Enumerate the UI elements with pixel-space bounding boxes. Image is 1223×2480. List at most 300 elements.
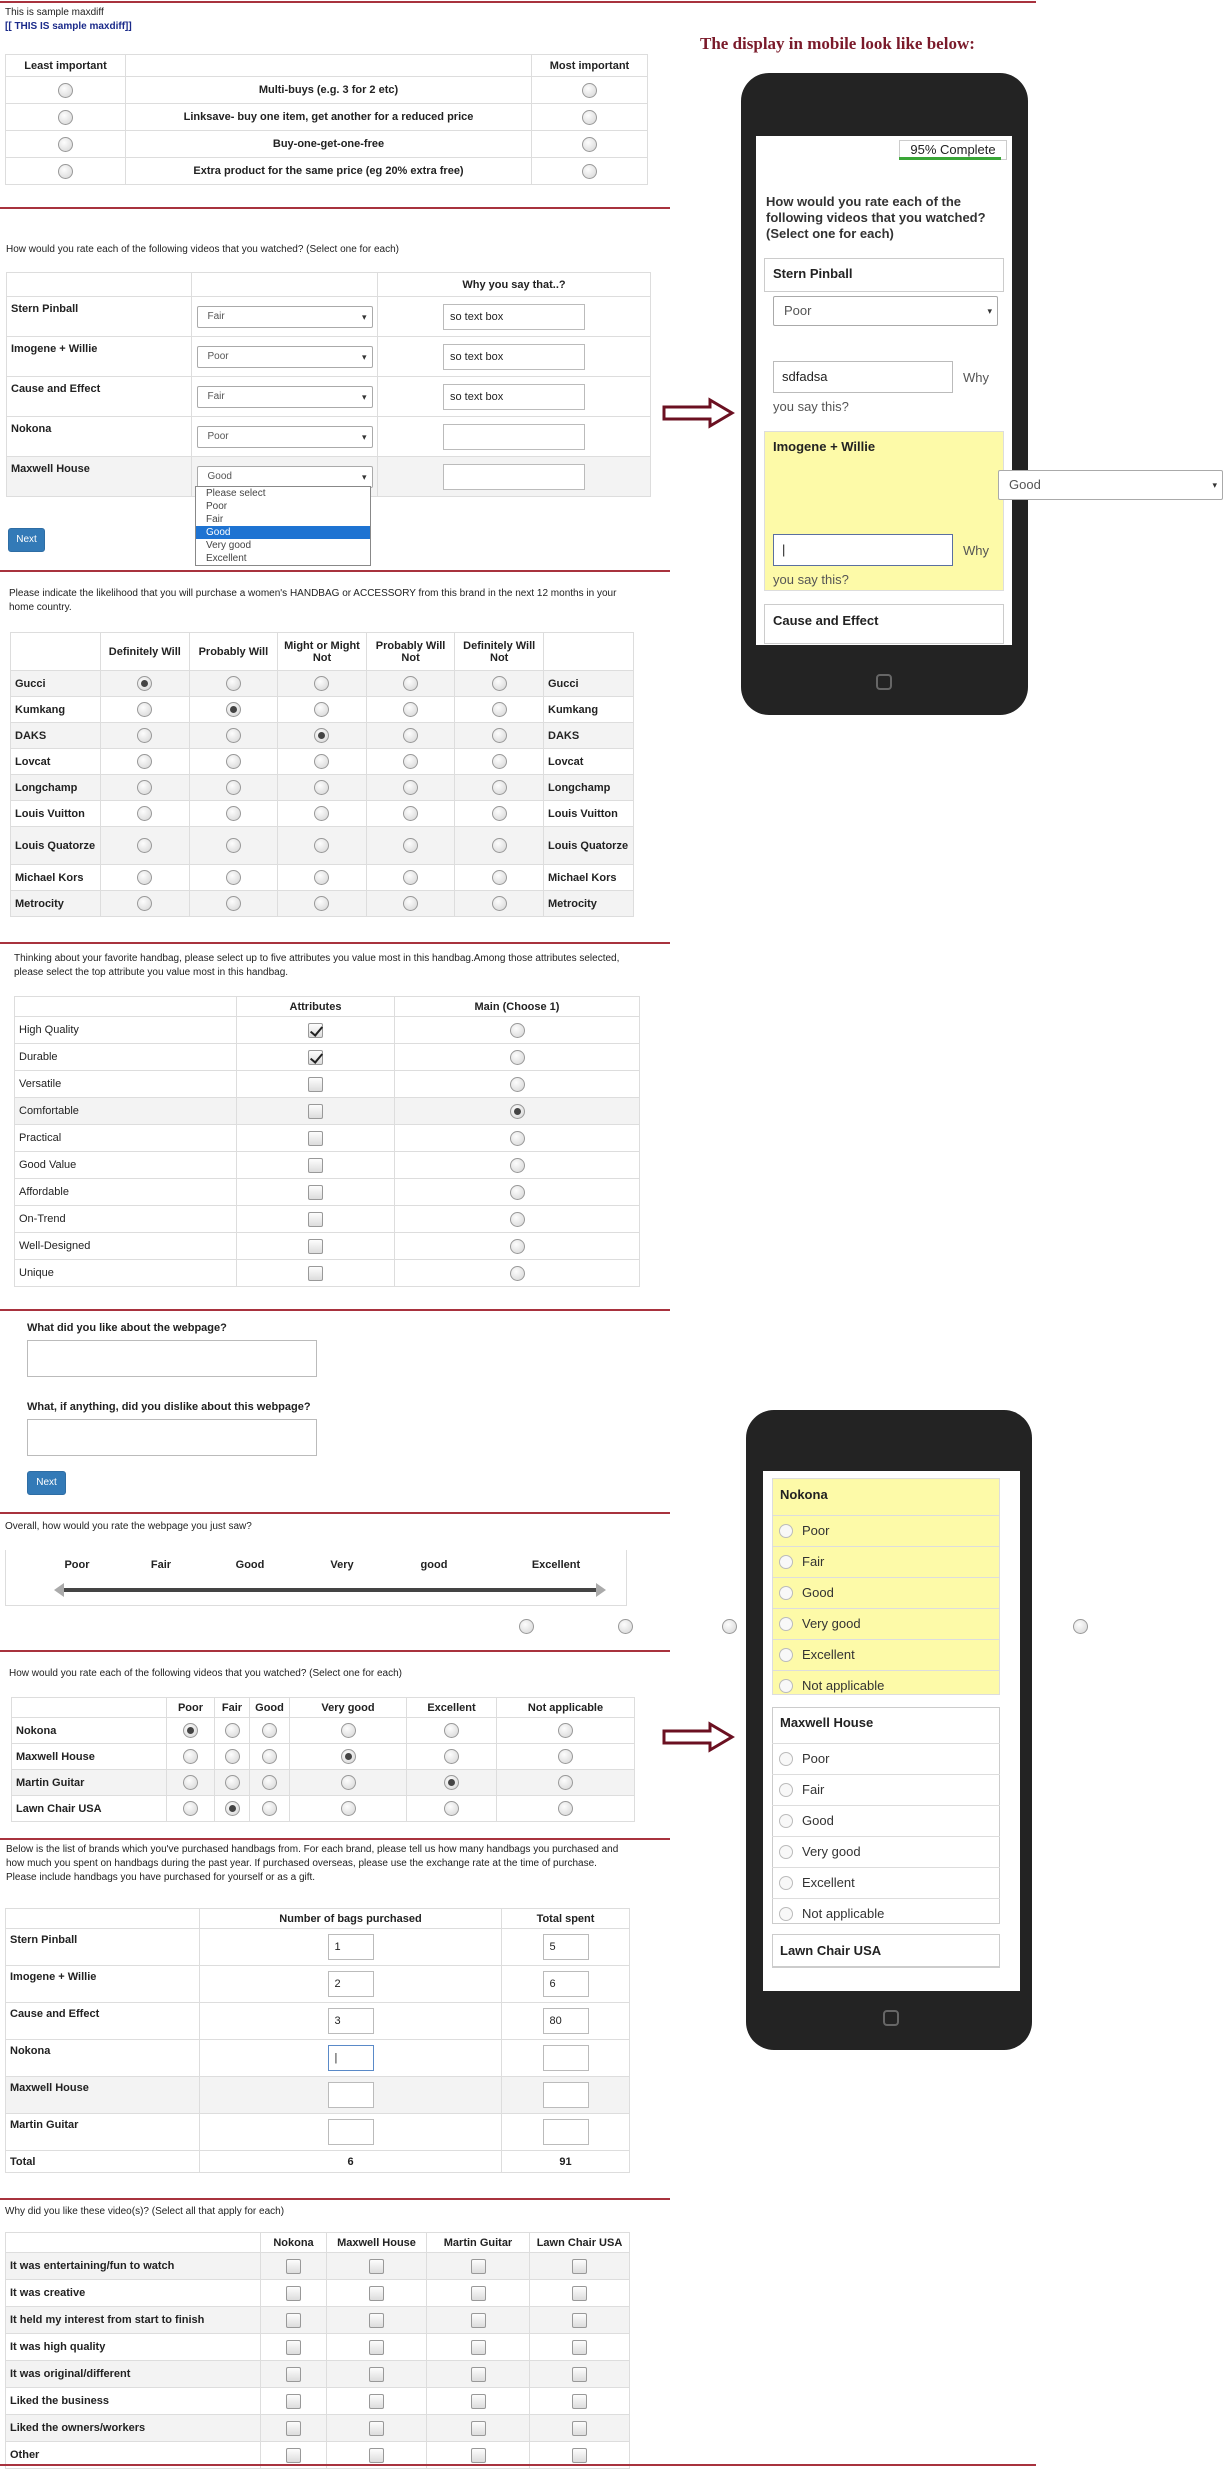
grid-radio[interactable]: [558, 1801, 573, 1816]
main-radio[interactable]: [510, 1212, 525, 1227]
likelihood-radio[interactable]: [137, 754, 152, 769]
likelihood-radio[interactable]: [403, 702, 418, 717]
main-radio[interactable]: [510, 1131, 525, 1146]
table-row: [15, 1152, 640, 1179]
reason-checkbox[interactable]: [286, 2259, 301, 2274]
arrow-right-icon: [662, 398, 734, 428]
maxdiff-item: Extra product for the same price (eg 20% extra free): [126, 158, 532, 185]
attribute-checkbox[interactable]: [308, 1131, 323, 1146]
likelihood-radio[interactable]: [492, 780, 507, 795]
table-row: [6, 2253, 630, 2280]
reason-checkbox[interactable]: [369, 2313, 384, 2328]
likelihood-radio[interactable]: [314, 838, 329, 853]
grid-radio[interactable]: [225, 1723, 240, 1738]
row-label: Louis Quatorze: [11, 827, 101, 865]
mobile-select[interactable]: Poor ▾: [773, 296, 998, 326]
row-label: Maxwell House: [6, 2077, 200, 2114]
likelihood-radio[interactable]: [314, 870, 329, 885]
least-radio[interactable]: [58, 110, 73, 125]
least-radio[interactable]: [58, 83, 73, 98]
reason-checkbox[interactable]: [572, 2448, 587, 2463]
attribute-checkbox[interactable]: [308, 1266, 323, 1281]
total-spent-input[interactable]: 80: [543, 2008, 589, 2034]
maxdiff-row: [6, 131, 648, 158]
reason-checkbox[interactable]: [572, 2286, 587, 2301]
arrow-left-icon: [54, 1583, 64, 1597]
likelihood-radio[interactable]: [403, 838, 418, 853]
attribute-checkbox[interactable]: [308, 1158, 323, 1173]
row-label-right: Longchamp: [544, 775, 634, 801]
attribute-checkbox[interactable]: [308, 1185, 323, 1200]
home-button-icon[interactable]: [883, 2010, 899, 2026]
main-header: Main (Choose 1): [395, 997, 640, 1017]
reason-checkbox[interactable]: [369, 2421, 384, 2436]
dropdown-option[interactable]: Very good: [206, 540, 252, 551]
reason-checkbox[interactable]: [286, 2313, 301, 2328]
row-label: It was original/different: [6, 2361, 261, 2388]
row-label: Practical: [15, 1125, 237, 1152]
most-radio[interactable]: [582, 137, 597, 152]
likelihood-radio[interactable]: [492, 676, 507, 691]
grid-radio[interactable]: [444, 1723, 459, 1738]
reason-checkbox[interactable]: [369, 2259, 384, 2274]
row-label: It was entertaining/fun to watch: [6, 2253, 261, 2280]
mobile-option[interactable]: Good: [772, 1577, 1000, 1607]
grid-radio[interactable]: [183, 1775, 198, 1790]
videos-question: How would you rate each of the following videos that you watched? (Select one for each): [6, 244, 400, 255]
row-label: It was high quality: [6, 2334, 261, 2361]
row-label: High Quality: [15, 1017, 237, 1044]
row-label: Maxwell House: [12, 1744, 167, 1770]
main-radio[interactable]: [510, 1185, 525, 1200]
attribute-checkbox[interactable]: [308, 1023, 323, 1038]
likelihood-radio[interactable]: [226, 676, 241, 691]
mobile-option[interactable]: Good: [772, 1805, 1000, 1835]
divider: [0, 1838, 670, 1840]
most-radio[interactable]: [582, 164, 597, 179]
table-row: [15, 1179, 640, 1206]
likelihood-radio[interactable]: [492, 896, 507, 911]
most-radio[interactable]: [582, 83, 597, 98]
divider: [0, 2198, 670, 2200]
progress-bar: [899, 157, 1001, 160]
attribute-checkbox[interactable]: [308, 1050, 323, 1065]
maxdiff-item: Multi-buys (e.g. 3 for 2 etc): [126, 77, 532, 104]
grid-radio[interactable]: [341, 1775, 356, 1790]
table-row: [11, 749, 634, 775]
grid-radio[interactable]: [262, 1723, 277, 1738]
dropdown-option[interactable]: Poor: [206, 501, 228, 512]
scale-question: Overall, how would you rate the webpage you just saw?: [5, 1521, 252, 1532]
mobile-option[interactable]: Excellent: [772, 1867, 1000, 1897]
table-row: [6, 2114, 630, 2151]
table-row: [15, 1233, 640, 1260]
dislike-textarea[interactable]: [27, 1419, 317, 1456]
row-label: Cause and Effect: [6, 2003, 200, 2040]
grid-radio[interactable]: [183, 1801, 198, 1816]
why-textbox[interactable]: [443, 424, 585, 450]
likelihood-radio[interactable]: [137, 896, 152, 911]
total-spent-input[interactable]: 6: [543, 1971, 589, 1997]
maxdiff-item: Buy-one-get-one-free: [126, 131, 532, 158]
maxdiff-table: [5, 54, 648, 185]
row-label: Well-Designed: [15, 1233, 237, 1260]
likelihood-radio[interactable]: [226, 780, 241, 795]
main-radio[interactable]: [510, 1050, 525, 1065]
grid-radio[interactable]: [225, 1801, 240, 1816]
card-title: Cause and Effect: [773, 613, 879, 628]
reason-checkbox[interactable]: [369, 2286, 384, 2301]
table-row: [6, 2415, 630, 2442]
likelihood-radio[interactable]: [226, 702, 241, 717]
attribute-checkbox[interactable]: [308, 1077, 323, 1092]
why-textbox[interactable]: so text box: [443, 384, 585, 410]
table-row: [11, 723, 634, 749]
dropdown-option[interactable]: Excellent: [206, 553, 247, 564]
bags-count-input[interactable]: 1: [328, 1934, 374, 1960]
mobile-option[interactable]: Not applicable: [772, 1898, 1000, 1928]
home-button-icon[interactable]: [876, 674, 892, 690]
grid-header: Very good: [290, 1698, 407, 1718]
mobile-textbox-focused[interactable]: |: [773, 534, 953, 566]
table-row: [7, 297, 651, 337]
attribute-checkbox[interactable]: [308, 1104, 323, 1119]
table-row: [15, 1044, 640, 1071]
row-label: Other: [6, 2442, 261, 2469]
grid-radio[interactable]: [444, 1801, 459, 1816]
table-row: [11, 697, 634, 723]
grid-radio[interactable]: [444, 1749, 459, 1764]
rating-select[interactable]: Poor ▾: [197, 426, 373, 448]
bags-count-input[interactable]: [328, 2082, 374, 2108]
table-row: [6, 2334, 630, 2361]
rating-select[interactable]: Fair ▾: [197, 306, 373, 328]
grid-radio[interactable]: [262, 1749, 277, 1764]
scale-radio[interactable]: [519, 1619, 534, 1634]
likelihood-radio[interactable]: [403, 676, 418, 691]
row-label: Cause and Effect: [7, 377, 192, 417]
row-label: Imogene + Willie: [7, 337, 192, 377]
likelihood-radio[interactable]: [314, 676, 329, 691]
scale-radio[interactable]: [1073, 1619, 1088, 1634]
row-label-right: Louis Vuitton: [544, 801, 634, 827]
grid-radio[interactable]: [183, 1723, 198, 1738]
scale-label: Excellent: [531, 1559, 581, 1571]
main-radio[interactable]: [510, 1023, 525, 1038]
divider: [0, 942, 670, 944]
reason-checkbox[interactable]: [286, 2448, 301, 2463]
row-label: Maxwell House: [7, 457, 192, 497]
row-label: Martin Guitar: [6, 2114, 200, 2151]
reason-checkbox[interactable]: [471, 2367, 486, 2382]
total-spent-input[interactable]: 5: [543, 1934, 589, 1960]
why-textbox[interactable]: so text box: [443, 304, 585, 330]
why-header: Why you say that..?: [378, 273, 651, 297]
main-radio[interactable]: [510, 1239, 525, 1254]
likelihood-radio[interactable]: [403, 780, 418, 795]
likelihood-radio[interactable]: [403, 754, 418, 769]
grid-radio[interactable]: [558, 1749, 573, 1764]
mobile-option[interactable]: Poor: [772, 1515, 1000, 1545]
mobile-select[interactable]: Good ▾: [998, 470, 1223, 500]
table-row: [6, 2003, 630, 2040]
grid-radio[interactable]: [341, 1723, 356, 1738]
likelihood-radio[interactable]: [314, 780, 329, 795]
likelihood-radio[interactable]: [226, 870, 241, 885]
maxdiff-item: Linksave- buy one item, get another for a reduced price: [126, 104, 532, 131]
rating-dropdown-list: [195, 486, 371, 566]
mobile-option[interactable]: Very good: [772, 1608, 1000, 1638]
likelihood-radio[interactable]: [492, 806, 507, 821]
table-row: [7, 377, 651, 417]
main-radio[interactable]: [510, 1104, 525, 1119]
reason-checkbox[interactable]: [286, 2367, 301, 2382]
scale-track[interactable]: [60, 1588, 600, 1592]
likelihood-radio[interactable]: [403, 896, 418, 911]
grid-radio[interactable]: [341, 1749, 356, 1764]
likelihood-radio[interactable]: [226, 896, 241, 911]
row-label: It was creative: [6, 2280, 261, 2307]
grid-header: Excellent: [407, 1698, 497, 1718]
row-label-right: Kumkang: [544, 697, 634, 723]
table-row: [15, 1017, 640, 1044]
table-row: [6, 1929, 630, 1966]
why-textbox[interactable]: so text box: [443, 344, 585, 370]
likelihood-radio[interactable]: [226, 728, 241, 743]
reason-checkbox[interactable]: [572, 2394, 587, 2409]
grid-header: Poor: [167, 1698, 215, 1718]
table-row: [7, 417, 651, 457]
likelihood-radio[interactable]: [314, 896, 329, 911]
reason-checkbox[interactable]: [572, 2367, 587, 2382]
reason-checkbox[interactable]: [572, 2259, 587, 2274]
grid-radio[interactable]: [225, 1749, 240, 1764]
reason-checkbox[interactable]: [471, 2286, 486, 2301]
scale-header: Probably Will Not: [366, 633, 455, 671]
scale-header: Probably Will: [189, 633, 278, 671]
maxdiff-row: [6, 77, 648, 104]
scale-label: good: [420, 1559, 448, 1571]
rating-select[interactable]: Good ▾: [197, 466, 373, 488]
row-label: Versatile: [15, 1071, 237, 1098]
reason-checkbox[interactable]: [286, 2286, 301, 2301]
table-row: [12, 1770, 635, 1796]
like-textarea[interactable]: [27, 1340, 317, 1377]
next-button[interactable]: Next: [27, 1471, 66, 1495]
likelihood-radio[interactable]: [226, 838, 241, 853]
row-label-right: Metrocity: [544, 891, 634, 917]
handbag-table: [10, 632, 634, 917]
attributes-question: Thinking about your favorite handbag, please select up to five attributes you value most in this handbag.Among those attributes selected, please select the top attribute you value most in this handbag.: [14, 953, 620, 978]
likelihood-radio[interactable]: [314, 754, 329, 769]
reason-checkbox[interactable]: [369, 2448, 384, 2463]
scale-label: Poor: [64, 1559, 90, 1571]
total-spent-input[interactable]: [543, 2082, 589, 2108]
rating-select[interactable]: Fair ▾: [197, 386, 373, 408]
likelihood-radio[interactable]: [226, 754, 241, 769]
arrow-right-icon: [662, 1722, 734, 1752]
sample-title: This is sample maxdiff: [5, 7, 104, 18]
total-spent-input[interactable]: [543, 2119, 589, 2145]
mobile-option[interactable]: Not applicable: [772, 1670, 1000, 1700]
likelihood-radio[interactable]: [314, 806, 329, 821]
scale-radio[interactable]: [618, 1619, 633, 1634]
total-label: Total: [6, 2151, 200, 2173]
table-row: [15, 1071, 640, 1098]
row-label: Martin Guitar: [12, 1770, 167, 1796]
divider: [0, 2464, 1036, 2466]
table-row: [11, 801, 634, 827]
likelihood-radio[interactable]: [492, 838, 507, 853]
next-button[interactable]: Next: [8, 528, 45, 552]
grid-header: Good: [250, 1698, 290, 1718]
mobile-option[interactable]: Very good: [772, 1836, 1000, 1866]
table-row: [11, 775, 634, 801]
rating-select[interactable]: Poor ▾: [197, 346, 373, 368]
row-label: On-Trend: [15, 1206, 237, 1233]
divider: [0, 1512, 670, 1514]
likelihood-radio[interactable]: [137, 870, 152, 885]
likelihood-radio[interactable]: [137, 780, 152, 795]
grid-radio[interactable]: [558, 1775, 573, 1790]
row-label: Unique: [15, 1260, 237, 1287]
scale-label: Very: [330, 1559, 354, 1571]
scale-radio[interactable]: [722, 1619, 737, 1634]
row-label: Lovcat: [11, 749, 101, 775]
reason-checkbox[interactable]: [572, 2340, 587, 2355]
total-spent-header: Total spent: [502, 1909, 630, 1929]
mobile-option[interactable]: Fair: [772, 1774, 1000, 1804]
least-header: Least important: [6, 55, 126, 77]
row-label: Good Value: [15, 1152, 237, 1179]
table-row: [6, 2388, 630, 2415]
table-row: [11, 891, 634, 917]
grid-radio[interactable]: [262, 1801, 277, 1816]
row-label: Longchamp: [11, 775, 101, 801]
reason-checkbox[interactable]: [471, 2394, 486, 2409]
table-row: [11, 827, 634, 865]
reason-checkbox[interactable]: [286, 2421, 301, 2436]
likelihood-radio[interactable]: [492, 870, 507, 885]
likelihood-radio[interactable]: [492, 728, 507, 743]
bags-count-input[interactable]: |: [328, 2045, 374, 2071]
why-col-header: Maxwell House: [327, 2233, 427, 2253]
likelihood-radio[interactable]: [403, 728, 418, 743]
reason-checkbox[interactable]: [471, 2448, 486, 2463]
grid-radio[interactable]: [225, 1775, 240, 1790]
reason-checkbox[interactable]: [471, 2421, 486, 2436]
likelihood-radio[interactable]: [137, 676, 152, 691]
most-radio[interactable]: [582, 110, 597, 125]
dropdown-option[interactable]: Please select: [206, 488, 266, 499]
like-question: What did you like about the webpage?: [27, 1322, 227, 1334]
grid-radio[interactable]: [341, 1801, 356, 1816]
reason-checkbox[interactable]: [369, 2367, 384, 2382]
likelihood-radio[interactable]: [403, 806, 418, 821]
divider: [0, 207, 670, 209]
attribute-checkbox[interactable]: [308, 1212, 323, 1227]
reason-checkbox[interactable]: [471, 2259, 486, 2274]
why-table-clip: [0, 2232, 640, 2460]
why-question: Why did you like these video(s)? (Select all that apply for each): [5, 2206, 285, 2217]
main-radio[interactable]: [510, 1158, 525, 1173]
reason-checkbox[interactable]: [572, 2313, 587, 2328]
likelihood-radio[interactable]: [137, 728, 152, 743]
row-label: DAKS: [11, 723, 101, 749]
mobile-caption: The display in mobile look like below:: [700, 34, 975, 53]
row-label: Stern Pinball: [7, 297, 192, 337]
main-radio[interactable]: [510, 1077, 525, 1092]
least-radio[interactable]: [58, 164, 73, 179]
card-title: Maxwell House: [780, 1715, 874, 1730]
reason-checkbox[interactable]: [471, 2340, 486, 2355]
row-label-right: Michael Kors: [544, 865, 634, 891]
likelihood-radio[interactable]: [137, 702, 152, 717]
table-row: [15, 1098, 640, 1125]
grid-header: Not applicable: [497, 1698, 635, 1718]
mobile-option[interactable]: Poor: [772, 1743, 1000, 1773]
total-spent: 91: [502, 2151, 630, 2173]
likelihood-radio[interactable]: [314, 728, 329, 743]
bags-count-input[interactable]: 3: [328, 2008, 374, 2034]
likelihood-radio[interactable]: [492, 754, 507, 769]
reason-checkbox[interactable]: [369, 2394, 384, 2409]
table-row: [12, 1744, 635, 1770]
mobile-option[interactable]: Excellent: [772, 1639, 1000, 1669]
divider: [0, 1650, 670, 1652]
dropdown-option[interactable]: Good: [196, 526, 370, 539]
reason-checkbox[interactable]: [572, 2421, 587, 2436]
bags-count-input[interactable]: 2: [328, 1971, 374, 1997]
row-label-right: Gucci: [544, 671, 634, 697]
likelihood-radio[interactable]: [492, 702, 507, 717]
likelihood-radio[interactable]: [403, 870, 418, 885]
likelihood-radio[interactable]: [226, 806, 241, 821]
mobile-option[interactable]: Fair: [772, 1546, 1000, 1576]
scale-label: Good: [235, 1559, 265, 1571]
row-label: Affordable: [15, 1179, 237, 1206]
maxdiff-row: [6, 158, 648, 185]
total-spent-input[interactable]: [543, 2045, 589, 2071]
grid-radio[interactable]: [262, 1775, 277, 1790]
likelihood-radio[interactable]: [314, 702, 329, 717]
videos-table: [6, 272, 651, 497]
mobile-textbox[interactable]: sdfadsa: [773, 361, 953, 393]
row-label: Comfortable: [15, 1098, 237, 1125]
bags-question: Below is the list of brands which you've purchased handbags from. For each brand, please tell us how many handbags you purchased and how much you spent on handbags during the past year. If purchased overseas, please use the exchange rate at the time of purchase. Please include handbags you have purchased for yourself or as a gift.: [6, 1844, 619, 1883]
reason-checkbox[interactable]: [471, 2313, 486, 2328]
grid-radio[interactable]: [183, 1749, 198, 1764]
row-label: Liked the owners/workers: [6, 2415, 261, 2442]
reason-checkbox[interactable]: [369, 2340, 384, 2355]
table-row: [6, 2307, 630, 2334]
likelihood-radio[interactable]: [137, 806, 152, 821]
row-label: Imogene + Willie: [6, 1966, 200, 2003]
dropdown-option[interactable]: Fair: [206, 514, 224, 525]
table-row: [6, 2040, 630, 2077]
bags-count-input[interactable]: [328, 2119, 374, 2145]
why-textbox[interactable]: [443, 464, 585, 490]
grid-radio[interactable]: [444, 1775, 459, 1790]
attribute-checkbox[interactable]: [308, 1239, 323, 1254]
reason-checkbox[interactable]: [286, 2340, 301, 2355]
likelihood-radio[interactable]: [137, 838, 152, 853]
main-radio[interactable]: [510, 1266, 525, 1281]
grid-radio[interactable]: [558, 1723, 573, 1738]
least-radio[interactable]: [58, 137, 73, 152]
reason-checkbox[interactable]: [286, 2394, 301, 2409]
divider: [0, 570, 670, 572]
